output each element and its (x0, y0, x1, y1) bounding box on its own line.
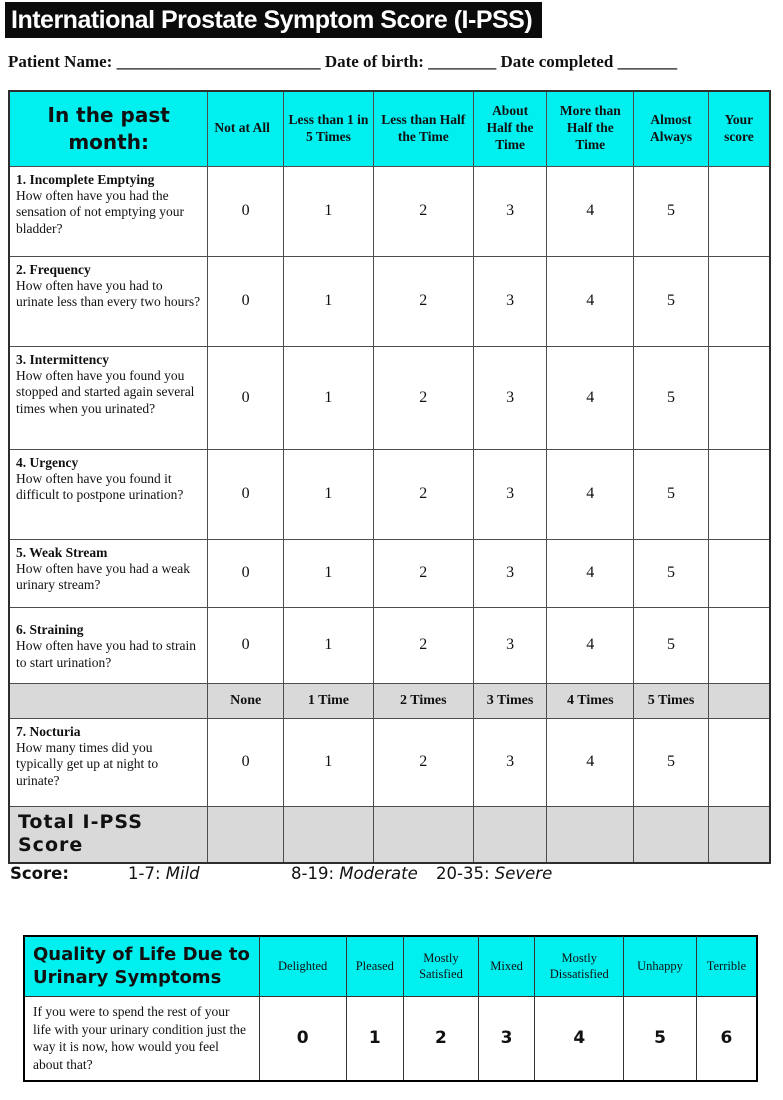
quality-of-life-table (23, 935, 758, 1082)
question-text: How often have you found it difficult to postpone urination? (16, 470, 184, 503)
header-less-than-half: Less than Half the Time (373, 91, 473, 166)
option-1[interactable]: 1 (284, 346, 374, 449)
qol-option-6[interactable]: 6 (696, 996, 757, 1081)
question-cell (9, 449, 208, 539)
option-4[interactable]: 4 (547, 607, 634, 683)
option-3[interactable]: 3 (473, 256, 547, 346)
option-2[interactable]: 2 (373, 346, 473, 449)
table-row-urgency (9, 449, 770, 539)
empty-cell (9, 683, 208, 718)
header-more-than-half: More than Half the Time (547, 91, 634, 166)
ipss-header-row (9, 91, 770, 166)
form-title-bar (5, 2, 542, 38)
patient-name-label: Patient Name: (8, 52, 113, 71)
total-score-cell[interactable] (284, 806, 374, 863)
question-text: How often have you found you stopped and started again several times when you urinated? (16, 367, 195, 416)
header-less-than-1-in-5: Less than 1 in 5 Times (284, 91, 374, 166)
option-2[interactable]: 2 (373, 256, 473, 346)
total-score-cell[interactable] (208, 806, 284, 863)
qol-header-row (24, 936, 757, 996)
question-title: 2. Frequency (16, 261, 91, 277)
question-text: How many times did you typically get up at night to urinate? (16, 739, 159, 788)
header-mixed: Mixed (478, 936, 535, 996)
date-completed-label: Date completed (500, 52, 614, 71)
dob-label: Date of birth: (324, 52, 424, 71)
your-score-cell[interactable] (708, 539, 770, 607)
total-score-cell[interactable] (547, 806, 634, 863)
header-your-score: Your score (708, 91, 770, 166)
question-text: How often have you had to strain to start urination? (16, 638, 196, 670)
total-score-cell[interactable] (634, 806, 709, 863)
interval-3-times: 3 Times (473, 683, 547, 718)
patient-info-line (8, 52, 778, 72)
option-5[interactable]: 5 (634, 346, 709, 449)
option-5[interactable]: 5 (634, 449, 709, 539)
patient-name-blank[interactable]: ________________________ (116, 52, 321, 71)
option-3[interactable]: 3 (473, 346, 547, 449)
option-3[interactable]: 3 (473, 539, 547, 607)
option-4[interactable]: 4 (547, 256, 634, 346)
question-text: How often have you had a weak urinary stream? (16, 560, 190, 593)
header-pleased: Pleased (346, 936, 404, 996)
option-1[interactable]: 1 (284, 718, 374, 806)
question-title: 4. Urgency (16, 454, 79, 470)
score-range: 1-7: (128, 864, 161, 883)
option-1[interactable]: 1 (284, 607, 374, 683)
score-range: 8-19: (291, 864, 335, 883)
score-range: 20-35: (436, 864, 490, 883)
total-score-cell[interactable] (473, 806, 547, 863)
date-completed-blank[interactable]: _______ (617, 52, 678, 71)
qol-option-3[interactable]: 3 (478, 996, 535, 1081)
header-about-half: About Half the Time (473, 91, 547, 166)
option-3[interactable]: 3 (473, 166, 547, 256)
qol-question-row (24, 996, 757, 1081)
option-0[interactable]: 0 (208, 607, 284, 683)
option-5[interactable]: 5 (634, 166, 709, 256)
dob-blank[interactable]: ________ (428, 52, 497, 71)
your-score-cell[interactable] (708, 718, 770, 806)
interval-2-times: 2 Times (373, 683, 473, 718)
score-level: Severe (494, 864, 553, 883)
option-1[interactable]: 1 (284, 449, 374, 539)
header-delighted: Delighted (259, 936, 346, 996)
form-title: International Prostate Symptom Score (I-PSS) (11, 5, 533, 34)
qol-option-2[interactable]: 2 (404, 996, 479, 1081)
question-title: 7. Nocturia (16, 723, 81, 739)
header-not-at-all: Not at All (208, 91, 284, 166)
qol-title: Quality of Life Due to Urinary Symptoms (24, 936, 259, 996)
option-5[interactable]: 5 (634, 539, 709, 607)
qol-question: If you were to spend the rest of your life with your urinary condition just the way it is now, how would you feel about that? (24, 996, 259, 1081)
score-level: Moderate (339, 864, 418, 883)
option-4[interactable]: 4 (547, 539, 634, 607)
nocturia-interval-row (9, 683, 770, 718)
question-cell (9, 346, 208, 449)
question-cell (9, 166, 208, 256)
option-4[interactable]: 4 (547, 166, 634, 256)
header-in-the-past-month: In the past month: (9, 91, 208, 166)
table-row-intermittency (9, 346, 770, 449)
empty-cell (708, 683, 770, 718)
option-2[interactable]: 2 (373, 449, 473, 539)
table-row-frequency (9, 256, 770, 346)
question-cell (9, 718, 208, 806)
option-5[interactable]: 5 (634, 256, 709, 346)
question-title: 3. Intermittency (16, 351, 109, 367)
header-almost-always: Almost Always (634, 91, 709, 166)
header-terrible: Terrible (696, 936, 757, 996)
total-score-row (9, 806, 770, 863)
option-1[interactable]: 1 (284, 256, 374, 346)
score-range-mild (128, 864, 200, 883)
question-cell (9, 539, 208, 607)
header-mostly-dissatisfied: Mostly Dissatisfied (535, 936, 624, 996)
your-score-cell[interactable] (708, 607, 770, 683)
option-4[interactable]: 4 (547, 449, 634, 539)
question-cell (9, 607, 208, 683)
ipss-table (8, 90, 771, 864)
score-range-moderate (291, 864, 418, 883)
table-row-straining (9, 607, 770, 683)
question-text: How often have you had the sensation of not emptying your bladder? (16, 187, 184, 236)
total-ipss-score-label: Total I-PSS Score (9, 806, 208, 863)
question-title: 5. Weak Stream (16, 544, 108, 560)
question-cell (9, 256, 208, 346)
header-mostly-satisfied: Mostly Satisfied (404, 936, 479, 996)
option-0[interactable]: 0 (208, 256, 284, 346)
total-score-cell[interactable] (373, 806, 473, 863)
option-0[interactable]: 0 (208, 718, 284, 806)
score-label: Score: (10, 864, 69, 883)
interval-5-times: 5 Times (634, 683, 709, 718)
qol-option-5[interactable]: 5 (624, 996, 697, 1081)
option-2[interactable]: 2 (373, 166, 473, 256)
your-score-cell[interactable] (708, 256, 770, 346)
question-title: 1. Incomplete Emptying (16, 171, 155, 187)
table-row-weak-stream (9, 539, 770, 607)
question-text: How often have you had to urinate less than every two hours? (16, 277, 201, 310)
option-0[interactable]: 0 (208, 346, 284, 449)
option-3[interactable]: 3 (473, 449, 547, 539)
your-score-cell[interactable] (708, 449, 770, 539)
score-range-severe (436, 864, 552, 883)
interval-4-times: 4 Times (547, 683, 634, 718)
option-5[interactable]: 5 (634, 718, 709, 806)
option-0[interactable]: 0 (208, 539, 284, 607)
qol-option-1[interactable]: 1 (346, 996, 404, 1081)
qol-option-4[interactable]: 4 (535, 996, 624, 1081)
option-3[interactable]: 3 (473, 607, 547, 683)
interval-none: None (208, 683, 284, 718)
interval-1-time: 1 Time (284, 683, 374, 718)
question-title: 6. Straining (16, 621, 84, 637)
option-2[interactable]: 2 (373, 539, 473, 607)
option-0[interactable]: 0 (208, 166, 284, 256)
option-4[interactable]: 4 (547, 718, 634, 806)
option-2[interactable]: 2 (373, 718, 473, 806)
header-unhappy: Unhappy (624, 936, 697, 996)
option-1[interactable]: 1 (284, 166, 374, 256)
option-3[interactable]: 3 (473, 718, 547, 806)
option-2[interactable]: 2 (373, 607, 473, 683)
option-1[interactable]: 1 (284, 539, 374, 607)
option-5[interactable]: 5 (634, 607, 709, 683)
score-legend (8, 864, 773, 888)
option-4[interactable]: 4 (547, 346, 634, 449)
total-score-cell[interactable] (708, 806, 770, 863)
option-0[interactable]: 0 (208, 449, 284, 539)
qol-option-0[interactable]: 0 (259, 996, 346, 1081)
your-score-cell[interactable] (708, 346, 770, 449)
your-score-cell[interactable] (708, 166, 770, 256)
table-row-nocturia (9, 718, 770, 806)
score-level: Mild (165, 864, 200, 883)
table-row-incomplete-emptying (9, 166, 770, 256)
